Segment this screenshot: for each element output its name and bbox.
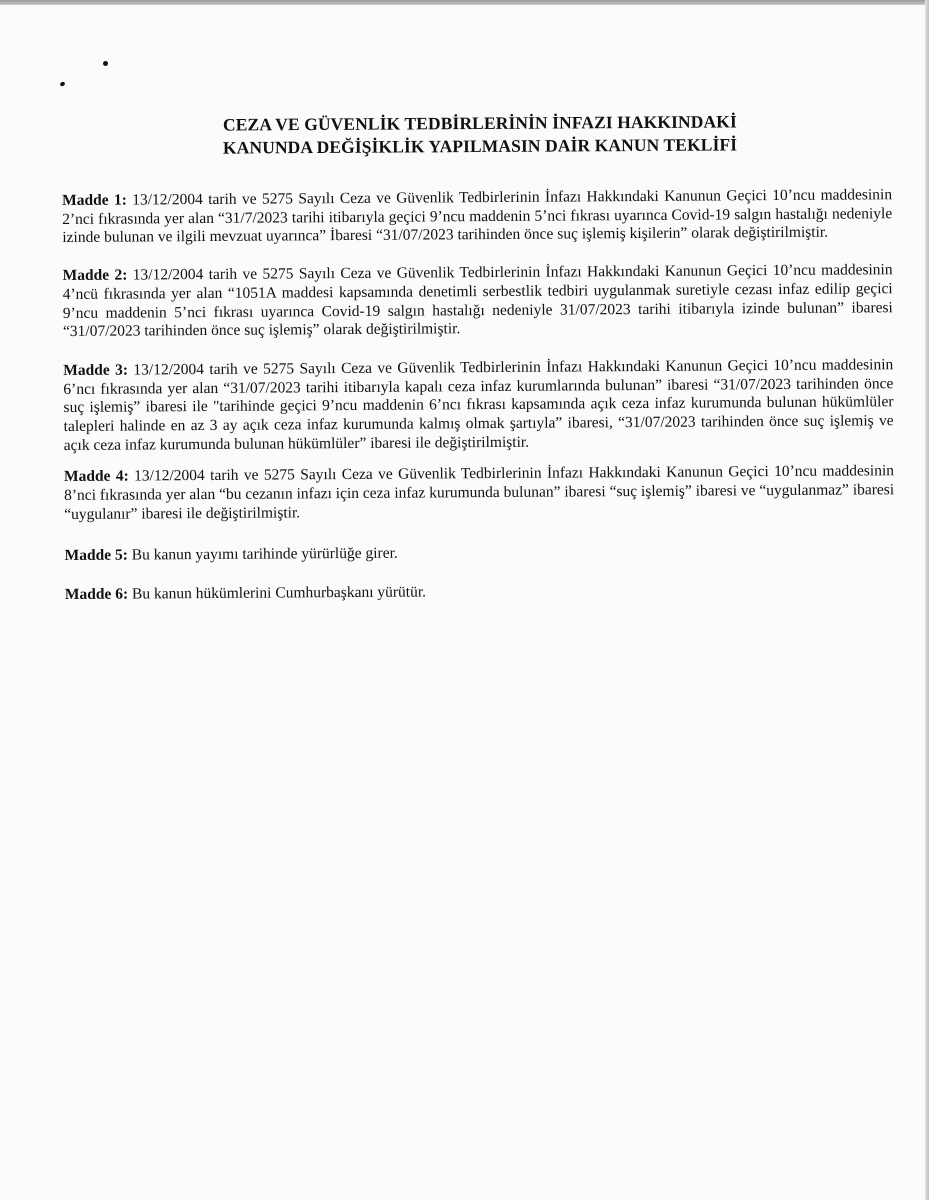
article-list	[62, 186, 895, 605]
article-text: 13/12/2004 tarih ve 5275 Sayılı Ceza ve Güvenlik Tedbirlerinin İnfazı Hakkındaki Kanunun Geçici 10’ncu maddesinin 8’nci fıkrasında yer alan “bu cezanın infazı için ceza infaz kurumunda bulunan” ibaresi “suç işlemiş” ibaresi ve “uygulanmaz” ibaresi “uygulanır” ibaresi ile değiştirilmiştir.	[64, 462, 895, 523]
scan-speck	[59, 81, 65, 87]
scan-speck	[103, 61, 108, 66]
document-title	[150, 110, 810, 160]
article-3	[63, 356, 894, 455]
article-4	[64, 463, 894, 525]
scan-top-edge	[0, 0, 929, 5]
article-label: Madde 1:	[62, 191, 127, 209]
article-label: Madde 6:	[64, 585, 129, 604]
article-text: 13/12/2004 tarih ve 5275 Sayılı Ceza ve Güvenlik Tedbirlerinin İnfazı Hakkındaki Kanunun Geçici 10’ncu maddesinin 2’nci fıkrasında yer alan “31/7/2023 tarihi itibarıyla geçici 9’ncu maddenin 5’nci fıkrası uyarınca Covid-19 salgın hastalığı nedeniyle izinde bulunan ve ilgili mevzuat uyarınca” İbaresi “31/07/2023 tarihinden önce suç işlemiş kişilerin” olarak değiştirilmiştir.	[62, 186, 893, 247]
article-label: Madde 5:	[64, 546, 128, 564]
article-text: Bu kanun hükümlerini Cumhurbaşkanı yürütür.	[131, 583, 427, 603]
article-text: 13/12/2004 tarih ve 5275 Sayılı Ceza ve Güvenlik Tedbirlerinin İnfazı Hakkındaki Kanunun Geçici 10’ncu maddesinin 6’ncı fıkrasında yer alan “31/07/2023 tarihi itibarıyla kapalı ceza infaz kurumlarında bulunan” ibaresi “31/07/2023 tarihinden önce suç işlemiş” ibaresi ile "tarihinde geçici 9’ncu maddenin 6’ncı fıkrası kapsamında açık ceza infaz kurumunda bulunan hükümlüler talepleri halinde en az 3 ay açık ceza infaz kurumunda kalmış olmak şartıyla” ibaresi, “31/07/2023 tarihinden önce suç işlemiş ve açık ceza infaz kurumunda bulunan hükümlüler” ibaresi ile değiştirilmiştir.	[63, 356, 894, 454]
article-2	[63, 261, 894, 342]
article-6	[65, 580, 895, 604]
title-line-2: KANUNDA DEĞİŞİKLİK YAPILMASIN DAİR KANUN TEKLİFİ	[222, 134, 738, 158]
article-label: Madde 4:	[63, 467, 129, 486]
title-line-1: CEZA VE GÜVENLİK TEDBİRLERİNİN İNFAZI HAKKINDAKİ	[222, 111, 737, 135]
article-text: Bu kanun yayımı tarihinde yürürlüğe girer.	[131, 544, 398, 564]
article-1	[62, 186, 892, 248]
scan-right-edge	[925, 0, 929, 1200]
article-label: Madde 3:	[63, 361, 129, 379]
article-text: 13/12/2004 tarih ve 5275 Sayılı Ceza ve Güvenlik Tedbirlerinin İnfazı Hakkındaki Kanunun Geçici 10’ncu maddesinin 4’ncü fıkrasında yer alan “1051A maddesi kapsamında denetimli serbestlik tedbiri uygulanmak suretiyle cezası infaz edilip geçici 9’ncu maddenin 5’nci fıkrası uyarınca Covid-19 salgın hastalığı nedeniyle 31/07/2023 tarihi itibarıyla izinde bulunan” ibaresi “31/07/2023 tarihinden önce suç işlemiş” olarak değiştirilmiştir.	[62, 261, 893, 341]
article-label: Madde 2:	[62, 266, 128, 285]
article-5	[64, 541, 894, 565]
